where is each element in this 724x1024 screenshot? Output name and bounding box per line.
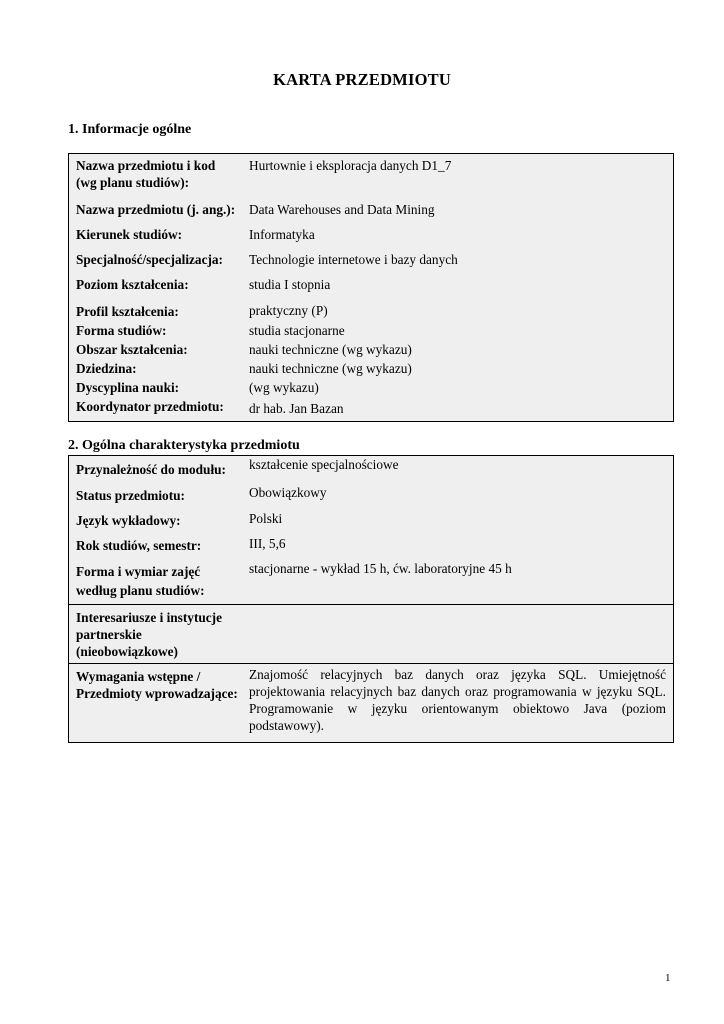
row-value-prerequisites: Znajomość relacyjnych baz danych oraz języka SQL. Umiejętność projektowania relacyjnych baz danych oraz programowania w języku SQL. Programowanie w języku orientowanym obiektowo Java (poziom podstawowy). <box>242 664 674 743</box>
row-label-coordinator: Koordynator przedmiotu: <box>69 397 243 422</box>
row-label-language: Język wykładowy: <box>69 507 243 532</box>
row-label-domain: Dziedzina: <box>69 359 243 378</box>
table-row <box>69 340 674 359</box>
row-value-status: Obowiązkowy <box>242 481 674 507</box>
table-row <box>69 297 674 321</box>
row-label-course-name-en: Nazwa przedmiotu (j. ang.): <box>69 197 243 222</box>
row-value-discipline: (wg wykazu) <box>242 378 674 397</box>
row-value-education-area: nauki techniczne (wg wykazu) <box>242 340 674 359</box>
row-value-coordinator: dr hab. Jan Bazan <box>242 397 674 422</box>
table-row <box>69 359 674 378</box>
table-row <box>69 247 674 272</box>
table-row <box>69 272 674 297</box>
row-label-prerequisites: Wymagania wstępne / Przedmioty wprowadzające: <box>69 664 243 743</box>
document-title: KARTA PRZEDMIOTU <box>273 70 451 89</box>
row-value-course-name-en: Data Warehouses and Data Mining <box>242 197 674 222</box>
table-row <box>69 154 674 198</box>
row-label-class-form: Forma i wymiar zajęć według planu studiów: <box>69 557 243 605</box>
table-row <box>69 222 674 247</box>
row-label-education-level: Poziom kształcenia: <box>69 272 243 297</box>
row-value-education-level: studia I stopnia <box>242 272 674 297</box>
row-label-year-semester: Rok studiów, semestr: <box>69 532 243 557</box>
table-row <box>69 197 674 222</box>
row-value-class-form: stacjonarne - wykład 15 h, ćw. laboratoryjne 45 h <box>242 557 674 605</box>
row-label-education-area: Obszar kształcenia: <box>69 340 243 359</box>
row-label-specialization: Specjalność/specjalizacja: <box>69 247 243 272</box>
row-label-field-of-study: Kierunek studiów: <box>69 222 243 247</box>
table-row <box>69 605 674 664</box>
row-label-status: Status przedmiotu: <box>69 481 243 507</box>
table-row <box>69 456 674 482</box>
table-row <box>69 557 674 605</box>
section-heading-characteristics: 2. Ogólna charakterystyka przedmiotu <box>68 438 300 453</box>
row-value-year-semester: III, 5,6 <box>242 532 674 557</box>
general-info-table <box>68 153 674 422</box>
page-number: 1 <box>665 972 671 984</box>
section-heading-general-info: 1. Informacje ogólne <box>68 122 192 137</box>
characteristics-table <box>68 455 674 743</box>
row-value-course-name: Hurtownie i eksploracja danych D1_7 <box>242 154 674 198</box>
row-value-specialization: Technologie internetowe i bazy danych <box>242 247 674 272</box>
row-value-field-of-study: Informatyka <box>242 222 674 247</box>
table-row <box>69 321 674 340</box>
row-value-study-form: studia stacjonarne <box>242 321 674 340</box>
row-label-profile: Profil kształcenia: <box>69 297 243 321</box>
row-label-stakeholders: Interesariusze i instytucje partnerskie (nieobowiązkowe) <box>69 605 243 664</box>
row-value-module: kształcenie specjalnościowe <box>242 456 674 482</box>
table-row <box>69 481 674 507</box>
row-label-study-form: Forma studiów: <box>69 321 243 340</box>
table-row <box>69 532 674 557</box>
table-row <box>69 507 674 532</box>
table-row <box>69 378 674 397</box>
row-value-language: Polski <box>242 507 674 532</box>
row-label-module: Przynależność do modułu: <box>69 456 243 482</box>
row-label-course-name: Nazwa przedmiotu i kod (wg planu studiów): <box>69 154 243 198</box>
row-value-domain: nauki techniczne (wg wykazu) <box>242 359 674 378</box>
row-value-stakeholders <box>242 605 674 664</box>
table-row <box>69 397 674 422</box>
table-row <box>69 664 674 743</box>
row-value-profile: praktyczny (P) <box>242 297 674 321</box>
row-label-discipline: Dyscyplina nauki: <box>69 378 243 397</box>
